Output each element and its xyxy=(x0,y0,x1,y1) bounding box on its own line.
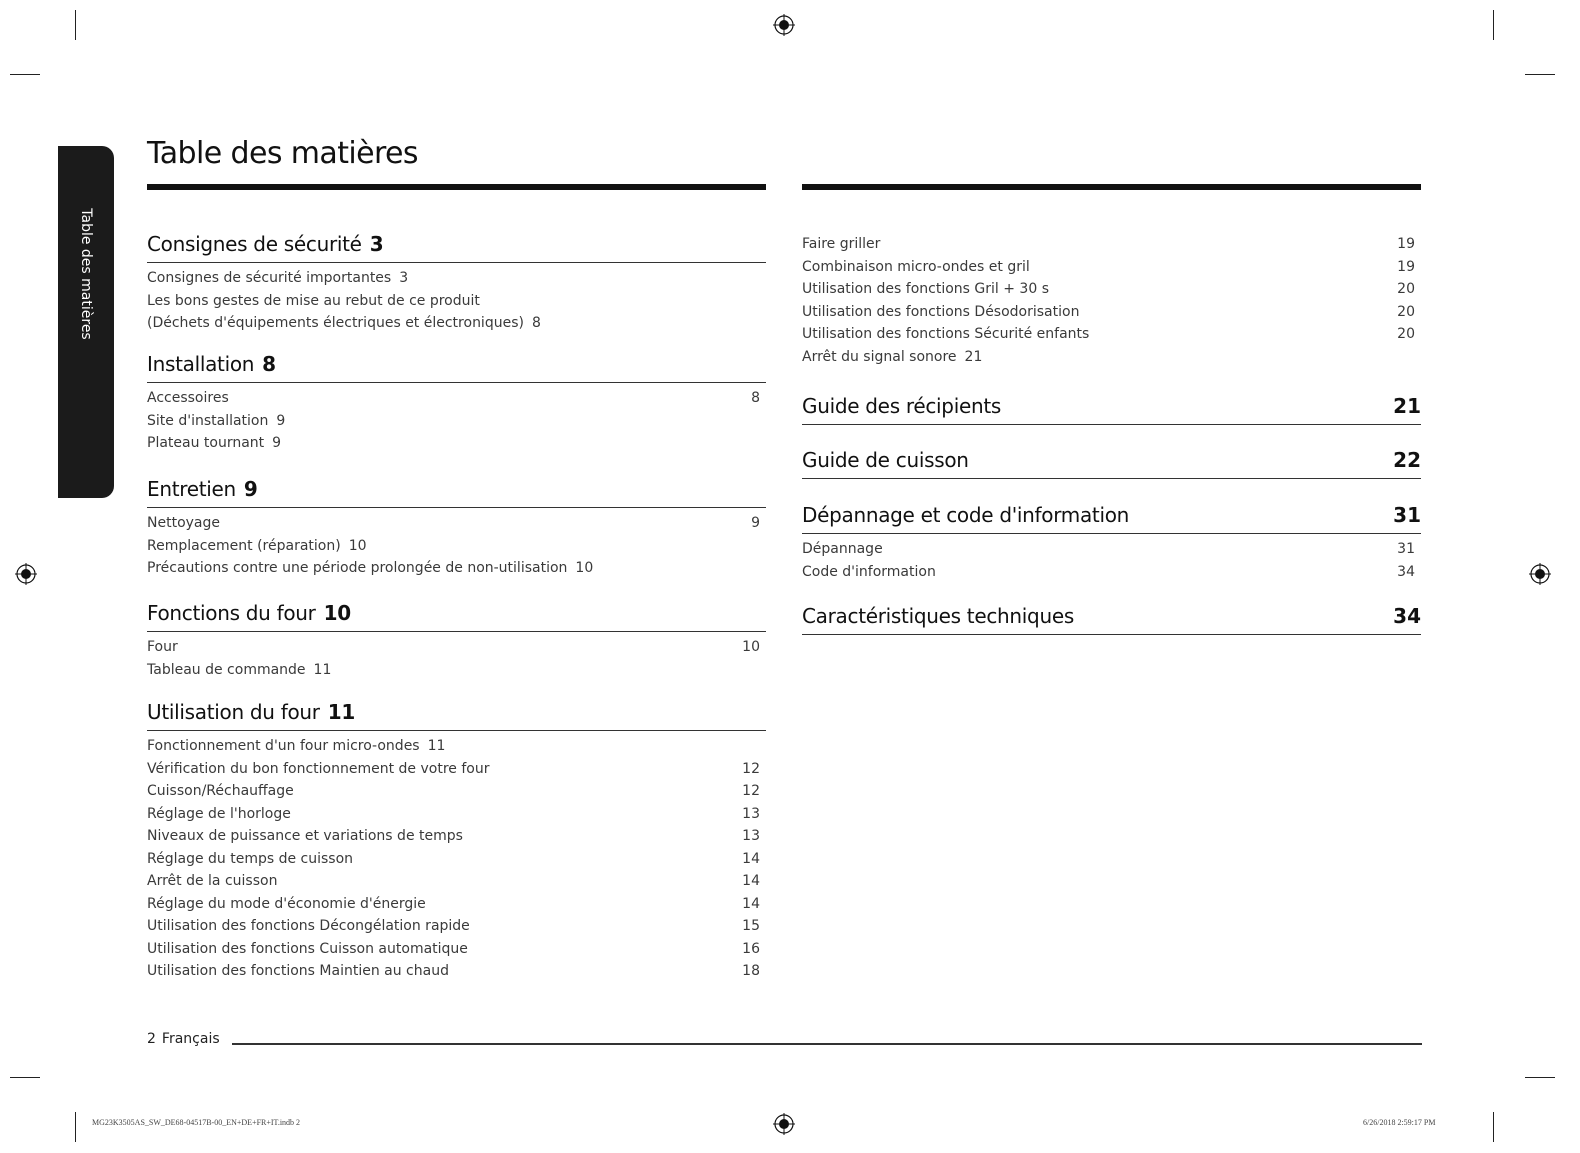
registration-mark-icon xyxy=(773,14,795,36)
toc-section-heading xyxy=(802,444,1421,479)
crop-mark xyxy=(1493,1112,1494,1142)
toc-entry-text: Arrêt de la cuisson xyxy=(147,873,278,889)
toc-entry-page: 8 xyxy=(751,390,760,406)
toc-entry xyxy=(147,267,766,290)
page-number: 2 xyxy=(147,1031,156,1047)
toc-entry-text: Précautions contre une période prolongée de non-utilisation xyxy=(147,560,568,576)
toc-entry xyxy=(802,256,1421,279)
toc-entry xyxy=(147,780,766,803)
title-rule-right xyxy=(802,184,1421,190)
toc-entry-page: 10 xyxy=(742,639,760,655)
toc-entry-text: Arrêt du signal sonore xyxy=(802,348,957,365)
toc-section-page: 31 xyxy=(1393,503,1421,527)
toc-section-page: 10 xyxy=(323,601,351,625)
crop-mark xyxy=(75,10,76,40)
toc-entry-list xyxy=(802,534,1421,583)
toc-section-heading xyxy=(147,228,766,263)
toc-entry-text: Utilisation des fonctions Cuisson automatique xyxy=(147,940,468,957)
toc-entry-text: Réglage du mode d'économie d'énergie xyxy=(147,895,426,912)
toc-section-page: 3 xyxy=(369,232,384,256)
toc-section-title: Caractéristiques techniques xyxy=(802,604,1074,628)
toc-section-page: 9 xyxy=(243,477,258,501)
toc-entry-text: Cuisson/Réchauffage xyxy=(147,783,294,799)
side-tab xyxy=(58,146,114,498)
toc-entry-page: 14 xyxy=(742,850,760,867)
toc-entry-list xyxy=(147,632,766,681)
toc-section xyxy=(147,597,766,681)
toc-entry-page: 31 xyxy=(1397,541,1415,557)
toc-section-title: Dépannage et code d'information xyxy=(802,503,1130,527)
toc-entry-page: 20 xyxy=(1397,303,1415,320)
toc-section-page: 34 xyxy=(1393,604,1421,628)
toc-entry-text: Tableau de commande xyxy=(147,661,306,678)
crop-mark xyxy=(1525,1077,1555,1078)
toc-entry-text: Utilisation des fonctions Gril + 30 s xyxy=(802,281,1049,297)
toc-section-heading xyxy=(147,597,766,632)
toc-entry-page: 34 xyxy=(1397,563,1415,580)
toc-entry-page: 11 xyxy=(427,738,446,754)
crop-mark xyxy=(1525,74,1555,75)
toc-entry-page: 16 xyxy=(742,940,760,957)
toc-entry-page: 14 xyxy=(742,895,760,912)
toc-section xyxy=(147,696,766,983)
footer-language: Français xyxy=(161,1031,220,1047)
toc-entry xyxy=(147,636,766,659)
toc-entry xyxy=(147,825,766,848)
toc-section-title: Guide des récipients xyxy=(802,394,1002,418)
toc-section-title: Utilisation du four 11 xyxy=(147,700,355,724)
toc-section-page: 21 xyxy=(1393,394,1421,418)
toc-entry-text: Dépannage xyxy=(802,541,883,557)
toc-entry xyxy=(147,893,766,916)
toc-section-page: 22 xyxy=(1393,448,1421,472)
toc-entry xyxy=(802,561,1421,584)
toc-entry-page: 13 xyxy=(742,828,760,844)
page-title: Table des matières xyxy=(147,136,418,171)
crop-mark xyxy=(75,1112,76,1142)
toc-entry xyxy=(802,346,1421,369)
toc-section xyxy=(802,390,1421,429)
toc-continued-list xyxy=(802,233,1421,368)
toc-entry-list xyxy=(802,425,1421,429)
toc-entry-page: 9 xyxy=(276,412,286,429)
toc-entry-text: Les bons gestes de mise au rebut de ce produit xyxy=(147,292,480,309)
toc-entry-text: Utilisation des fonctions Sécurité enfants xyxy=(802,326,1090,342)
toc-entry-text: Nettoyage xyxy=(147,515,220,531)
toc-entry-page: 18 xyxy=(742,963,760,979)
toc-entry-text: Site d'installation xyxy=(147,412,269,429)
toc-entry-page: 9 xyxy=(751,515,760,531)
print-slug-date: 6/26/2018 2:59:17 PM xyxy=(1363,1118,1436,1127)
toc-entry xyxy=(147,290,766,313)
crop-mark xyxy=(10,1077,40,1078)
toc-entry-text: Utilisation des fonctions Décongélation rapide xyxy=(147,918,470,934)
toc-section xyxy=(802,499,1421,583)
toc-entry-text: Utilisation des fonctions Désodorisation xyxy=(802,303,1080,320)
toc-entry xyxy=(147,535,766,558)
toc-entry-text: Remplacement (réparation) xyxy=(147,537,341,554)
toc-entry xyxy=(802,301,1421,324)
toc-entry-page: 14 xyxy=(742,873,760,889)
side-tab-label: Table des matières xyxy=(78,208,94,340)
toc-entry-list xyxy=(147,263,766,335)
toc-entry-page: 20 xyxy=(1397,326,1415,342)
toc-entry-page: 13 xyxy=(742,805,760,822)
toc-entry-text: Combinaison micro-ondes et gril xyxy=(802,258,1030,275)
toc-entry xyxy=(147,960,766,983)
toc-entry-page: 15 xyxy=(742,918,760,934)
title-rule-left xyxy=(147,184,766,190)
toc-entry-page: 20 xyxy=(1397,281,1415,297)
toc-section xyxy=(802,444,1421,483)
toc-entry xyxy=(802,538,1421,561)
toc-section-title: Installation 8 xyxy=(147,352,276,376)
toc-section-title: Fonctions du four 10 xyxy=(147,601,351,625)
toc-entry-text: Consignes de sécurité importantes xyxy=(147,270,392,286)
toc-entry-page: 21 xyxy=(964,348,983,365)
toc-section xyxy=(147,228,766,335)
toc-entry xyxy=(147,758,766,781)
toc-entry-text: Réglage du temps de cuisson xyxy=(147,850,354,867)
crop-mark xyxy=(10,74,40,75)
toc-entry-text: Niveaux de puissance et variations de temps xyxy=(147,828,463,844)
toc-entry-text: (Déchets d'équipements électriques et électroniques) xyxy=(147,315,524,331)
toc-entry-text: Utilisation des fonctions Maintien au chaud xyxy=(147,963,449,979)
toc-section-heading xyxy=(147,696,766,731)
registration-mark-icon xyxy=(773,1113,795,1135)
toc-entry xyxy=(147,735,766,758)
toc-entry-text: Fonctionnement d'un four micro-ondes xyxy=(147,738,420,754)
crop-mark xyxy=(1493,10,1494,40)
toc-entry-page: 9 xyxy=(272,435,282,451)
toc-section-heading xyxy=(802,390,1421,425)
toc-entry xyxy=(147,803,766,826)
toc-entry-list xyxy=(147,731,766,983)
registration-mark-icon xyxy=(15,563,37,585)
toc-entry-text: Code d'information xyxy=(802,563,936,580)
toc-section-heading xyxy=(147,473,766,508)
page-footer xyxy=(147,1031,220,1047)
toc-entry xyxy=(147,512,766,535)
toc-entry-page: 10 xyxy=(575,560,594,576)
toc-entry-text: Accessoires xyxy=(147,390,229,406)
toc-entry-text: Plateau tournant xyxy=(147,435,265,451)
toc-entry xyxy=(147,410,766,433)
toc-section-title: Entretien 9 xyxy=(147,477,258,501)
toc-entry-text: Vérification du bon fonctionnement de votre four xyxy=(147,760,490,777)
toc-entry-text: Réglage de l'horloge xyxy=(147,805,291,822)
toc-section-heading xyxy=(147,348,766,383)
toc-section-page: 11 xyxy=(327,700,355,724)
toc-entry xyxy=(802,278,1421,301)
registration-mark-icon xyxy=(1529,563,1551,585)
print-slug-file: MG23K3505AS_SW_DE68-04517B-00_EN+DE+FR+IT.indb 2 xyxy=(92,1118,301,1127)
toc-entry xyxy=(147,870,766,893)
toc-section-page: 8 xyxy=(262,352,276,376)
toc-entry-list xyxy=(802,479,1421,483)
toc-section xyxy=(147,348,766,455)
toc-entry-text: Four xyxy=(147,639,178,655)
toc-entry xyxy=(147,915,766,938)
toc-entry-list xyxy=(147,508,766,580)
toc-entry-list xyxy=(802,635,1421,639)
toc-entry xyxy=(147,312,766,335)
toc-entry xyxy=(802,323,1421,346)
toc-entry xyxy=(147,659,766,682)
toc-entry-page: 19 xyxy=(1397,236,1415,252)
toc-section-heading xyxy=(802,499,1421,534)
toc-section-title: Consignes de sécurité 3 xyxy=(147,232,384,256)
toc-entry xyxy=(147,848,766,871)
toc-entry xyxy=(147,387,766,410)
toc-entry-page: 11 xyxy=(313,661,332,678)
toc-entry-page: 3 xyxy=(399,270,409,286)
toc-section-heading xyxy=(802,600,1421,635)
toc-entry-list xyxy=(147,383,766,455)
toc-entry-page: 19 xyxy=(1397,258,1415,275)
toc-entry-text: Faire griller xyxy=(802,236,881,252)
toc-entry-page: 8 xyxy=(531,315,541,331)
toc-entry-page: 10 xyxy=(348,537,367,554)
toc-entry-page: 12 xyxy=(742,783,760,799)
toc-entry xyxy=(802,233,1421,256)
toc-entry-page: 12 xyxy=(742,760,760,777)
toc-section-title: Guide de cuisson xyxy=(802,448,969,472)
toc-entry xyxy=(147,557,766,580)
footer-rule xyxy=(232,1043,1422,1045)
toc-entry xyxy=(147,938,766,961)
toc-entry xyxy=(147,432,766,455)
toc-section xyxy=(147,473,766,580)
toc-section xyxy=(802,600,1421,639)
